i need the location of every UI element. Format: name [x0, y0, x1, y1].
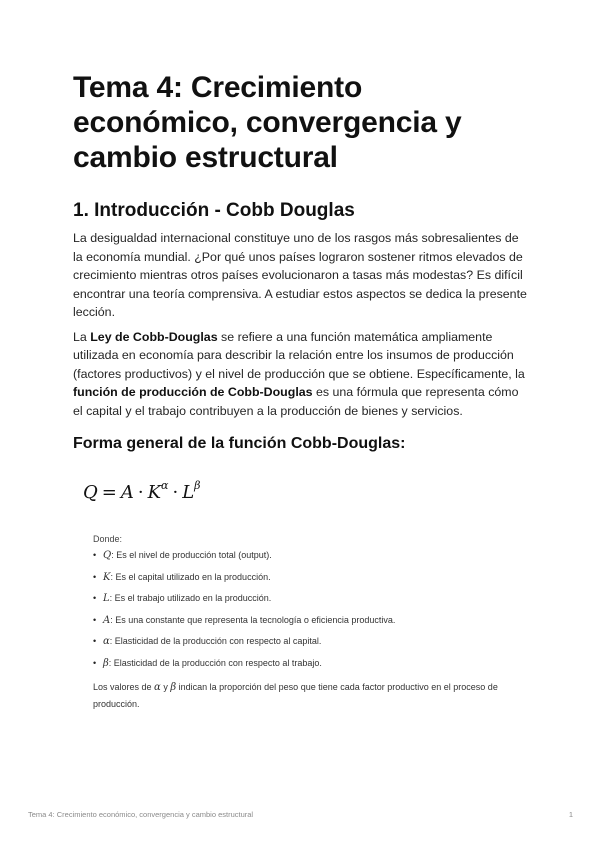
bold-term-ley: Ley de Cobb-Douglas — [90, 329, 218, 344]
document-page — [73, 70, 528, 713]
list-item — [93, 615, 528, 626]
var-symbol: Q — [103, 550, 112, 561]
intro-paragraph: La desigualdad internacional constituye uno de los rasgos más sobresalientes de la economía mundial. ¿Por qué unos países lograron sostener ritmos elevados de crecimiento mientras otros países evolucionaron a tasas más modestas? Es difícil encontrar una teoría comprensiva. A estudiar estos aspectos se dedica la presente lección. — [73, 231, 527, 319]
bold-term-funcion: función de producción de Cobb-Douglas — [73, 385, 313, 399]
formula-beta: β — [194, 479, 201, 492]
formula-q: Q — [83, 482, 98, 503]
cobb-douglas-formula — [83, 470, 528, 510]
text-run: y — [160, 682, 171, 692]
list-item — [93, 572, 528, 583]
section-heading-introduccion: 1. Introducción - Cobb Douglas — [73, 200, 355, 221]
list-item — [93, 593, 528, 604]
exponents-note — [93, 679, 523, 713]
var-symbol: L — [103, 593, 110, 604]
list-item — [93, 636, 528, 647]
cobb-douglas-paragraph — [73, 328, 528, 421]
text-run: indican la proporción del peso que tiene cada factor productivo en el proceso de producción. — [93, 682, 498, 709]
page-title: Tema 4: Crecimiento económico, convergencia y cambio estructural — [73, 71, 462, 174]
var-description: : Es el nivel de producción total (output). — [111, 550, 272, 560]
formula-dot: · — [137, 482, 144, 503]
var-symbol: β — [103, 657, 109, 669]
text-run: se refiere a una función matemática ampliamente utilizada en economía para describir la relación entre los insumos de producción (factores productivos) y el nivel de producción que se obtiene. Específicamente, la — [73, 329, 525, 381]
text-run: La — [73, 329, 91, 344]
list-item — [93, 658, 528, 669]
var-symbol: K — [103, 571, 111, 583]
subsection-heading-forma-general: Forma general de la función Cobb-Douglas: — [73, 435, 406, 452]
variables-list — [93, 550, 528, 669]
text-run: es una fórmula que representa cómo el capital y el trabajo contribuyen a la producción de bienes y servicios. — [73, 385, 519, 418]
formula-a: A — [120, 482, 134, 503]
formula-k: K — [147, 482, 162, 503]
formula-alpha: α — [161, 479, 169, 492]
donde-label: Donde: — [93, 534, 123, 544]
var-description: : Elasticidad de la producción con respecto al trabajo. — [108, 657, 322, 668]
footer-title: Tema 4: Crecimiento económico, convergencia y cambio estructural — [28, 810, 254, 819]
formula-l: L — [182, 482, 195, 503]
formula-dot: · — [172, 482, 179, 503]
formula-equals: = — [101, 482, 117, 503]
note-alpha: α — [154, 682, 161, 693]
var-description: : Es el trabajo utilizado en la producción. — [109, 593, 272, 603]
note-beta: β — [170, 682, 177, 693]
var-description: : Elasticidad de la producción con respecto al capital. — [109, 636, 322, 646]
page-footer — [28, 810, 573, 819]
var-description: : Es una constante que representa la tecnología o eficiencia productiva. — [110, 614, 396, 625]
page-number: 1 — [568, 810, 573, 819]
var-symbol: A — [103, 614, 111, 626]
text-run: Los valores de — [93, 682, 155, 692]
var-symbol: α — [103, 636, 110, 647]
var-description: : Es el capital utilizado en la producción. — [110, 571, 271, 582]
list-item — [93, 550, 528, 561]
